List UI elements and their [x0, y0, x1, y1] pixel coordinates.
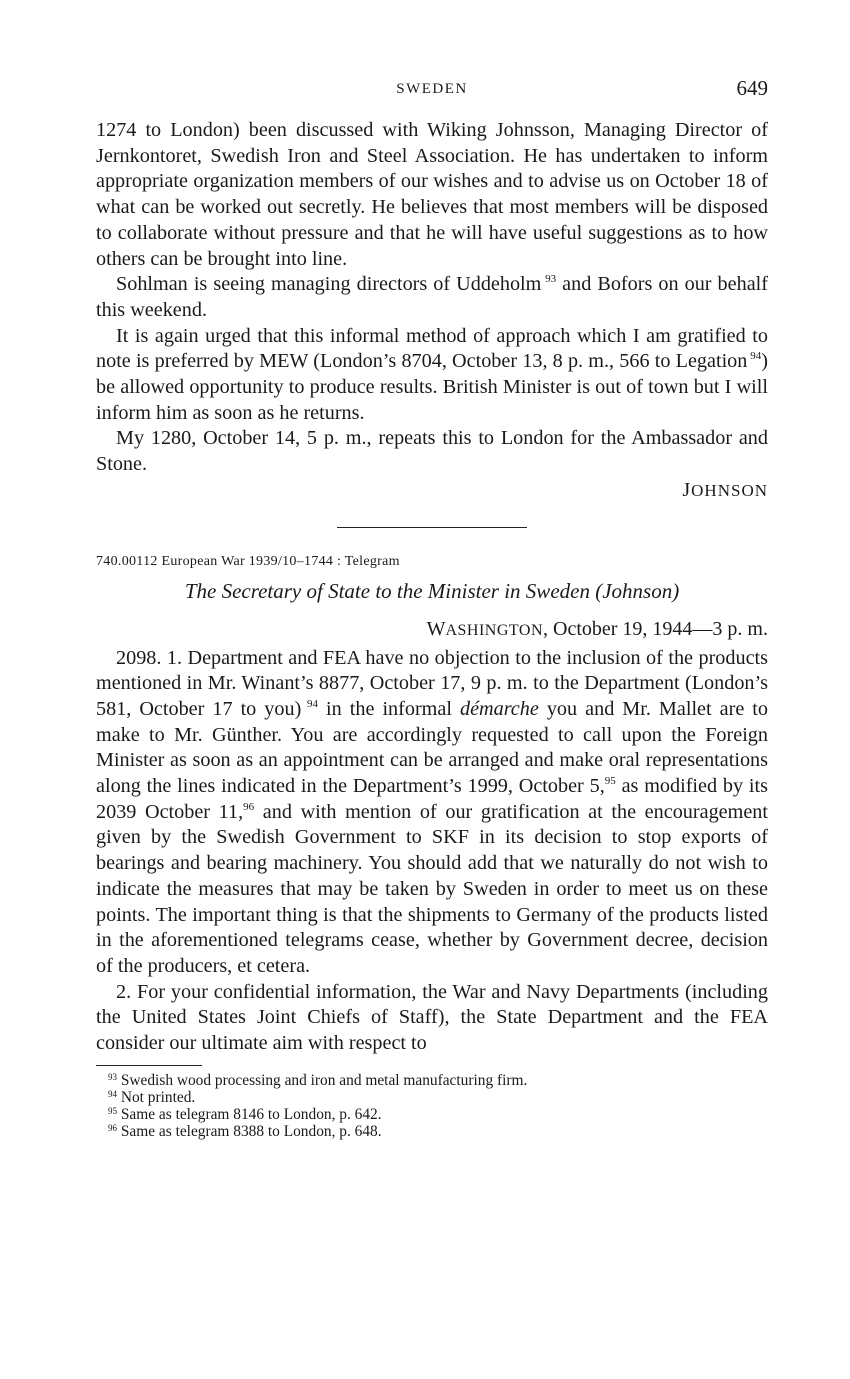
footnote-ref — [747, 350, 761, 362]
text-run: you and Mr. Mallet are to make to Mr. Günther. You are accordingly requested to call upon the Foreign Minister as soon as an appointment can be arranged and make oral representations along the lines indicated in the Department’s 1999, October 5, — [96, 697, 768, 798]
continuation-paragraph-2 — [96, 272, 768, 323]
footnote — [108, 1072, 768, 1089]
footnote — [108, 1089, 768, 1106]
dateline-place-initial: W — [426, 617, 446, 640]
dateline-date: , October 19, 1944—3 p. m. — [543, 617, 768, 640]
page-number: 649 — [736, 76, 768, 100]
footnote-number: 95 — [108, 1106, 117, 1117]
footnote-ref: 95 — [604, 775, 616, 788]
footnote-ref-number: 94 — [750, 350, 762, 363]
dateline — [96, 614, 768, 646]
footnote-ref-number: 93 — [545, 273, 557, 286]
continuation-paragraph-3 — [96, 324, 768, 427]
document-title: The Secretary of State to the Minister in Sweden (Johnson) — [184, 578, 680, 603]
signature-initial: J — [682, 478, 692, 501]
text-run: Sohlman is seeing managing directors of Uddeholm — [116, 273, 542, 296]
text-run: ) be allowed opportunity to produce results. British Minister is out of town but I will inform him as soon as he returns. — [96, 350, 768, 424]
text-run: and with mention of our gratification at the encouragement given by the Swedish Government to SKF in its decision to stop exports of bearings and bearing machinery. You should add that we naturally do not wish to indicate the measures that may be taken by Sweden in order to meet us on these points. The important thing is that the shipments to Germany of the products listed in the aforementioned telegrams cease, whether by Government decree, decision of the producers, et cetera. — [96, 800, 768, 977]
continuation-paragraph-1: 1274 to London) been discussed with Wiking Johnsson, Managing Director of Jernkontoret, Swedish Iron and Steel Association. He has undertaken to inform appropriate organization members of our wishes and to advise us on October 18 of what can be worked out secretly. He believes that most members will be disposed to collaborate without pressure and that he will have useful suggestions as to how others can be brought into line. — [96, 119, 768, 270]
footnote-text: Same as telegram 8146 to London, p. 642. — [120, 1106, 382, 1124]
footnote-number: 96 — [108, 1123, 117, 1134]
footnote — [108, 1123, 768, 1140]
footnote-text: Not printed. — [120, 1089, 196, 1106]
body-text — [96, 118, 768, 1141]
footnote-text: Swedish wood processing and iron and metal manufacturing firm. — [120, 1071, 528, 1089]
footnote-ref — [541, 273, 556, 285]
footnotes — [96, 1072, 768, 1141]
running-head — [96, 78, 768, 102]
italic-term: démarche — [459, 697, 539, 720]
text-run: in the informal — [318, 697, 460, 720]
footnote-ref: 96 — [243, 800, 255, 813]
signature-rest: OHNSON — [691, 480, 768, 500]
continuation-paragraph-4: My 1280, October 14, 5 p. m., repeats this to London for the Ambassador and Stone. — [96, 427, 768, 476]
running-title: SWEDEN — [396, 81, 468, 97]
footnote-ref — [301, 698, 318, 710]
telegram-paragraph-2: 2. For your confidential information, the War and Navy Departments (including the United States Joint Chiefs of Staff), the State Department and the FEA consider our ultimate aim with respect to — [96, 980, 768, 1055]
text-run: 2098. 1. Department and FEA have no objection to the inclusion of the products mentioned in Mr. Winant’s 8877, October 17, 9 p. m. to the Department (London’s 581, October 17 to you) — [96, 646, 768, 720]
footnote-ref-number: 94 — [307, 697, 319, 710]
footnote-number: 94 — [108, 1089, 117, 1099]
dateline-place-rest: ASHINGTON — [445, 621, 544, 639]
file-reference: 740.00112 European War 1939/10–1744 : Telegram — [96, 553, 400, 569]
telegram-paragraph-1 — [96, 646, 768, 980]
text-run: and Bofors on our behalf this weekend. — [96, 273, 768, 321]
footnote-number: 93 — [108, 1071, 117, 1082]
text-run: It is again urged that this informal method of approach which I am gratified to note is preferred by MEW (London’s 8704, October 13, 8 p. m., 566 to Legation — [96, 324, 768, 373]
section-divider — [337, 527, 527, 528]
text-run: as modified by its 2039 October 11, — [96, 775, 769, 823]
footnote — [108, 1106, 768, 1123]
signature — [96, 478, 768, 504]
footnote-divider — [96, 1065, 202, 1066]
footnote-text: Same as telegram 8388 to London, p. 648. — [120, 1123, 382, 1141]
